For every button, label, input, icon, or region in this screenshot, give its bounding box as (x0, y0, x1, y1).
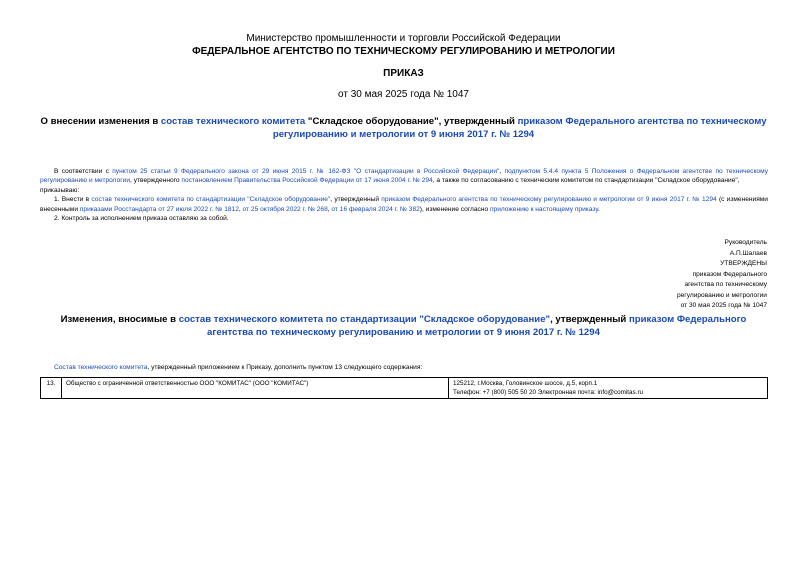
committee-table (40, 377, 768, 399)
item-1-paragraph (40, 195, 768, 214)
title-link-committee[interactable]: состав технического комитета (160, 116, 306, 127)
annex-title-link-committee[interactable]: состав технического комитета по стандартизации "Складское оборудование" (178, 314, 551, 325)
document-body (40, 167, 768, 223)
document-title (40, 115, 767, 141)
item1-text-4: , (238, 205, 243, 213)
item1-text-3: (с изменениями внесенными (40, 196, 768, 213)
annex-title-text-2: , утвержденный (550, 314, 629, 325)
signature-block (677, 238, 767, 312)
preamble-link-regulation[interactable]: подпунктом 5.4.4 пункта 5 Положения о Федеральном агентстве по техническому регулированию и метрологии (40, 168, 769, 185)
preamble-text-4: , а также по согласованию с техническим комитетом по стандартизации "Складское оборудование", (432, 177, 740, 185)
preamble-paragraph (40, 167, 768, 186)
order-word: приказываю: (40, 186, 80, 194)
item1-text-5: , (327, 205, 332, 213)
row-address: 125212, г.Москва, Головинское шоссе, д.5, корп.1 (453, 380, 598, 387)
signature-name: А.П.Шалаев (729, 249, 767, 257)
item1-text-1: 1. Внести в (54, 196, 92, 204)
preamble-text-3: , утвержденного (130, 177, 182, 185)
title-text-2: "Складское оборудование", утвержденный (305, 116, 518, 127)
annex-intro (54, 364, 422, 371)
item1-text-7: . (597, 205, 600, 213)
annex-intro-text: , утвержденный приложением к Приказу, дополнить пунктом 13 следующего содержания: (147, 364, 423, 371)
item1-link-appendix[interactable]: приложению к настоящему приказу (489, 205, 598, 213)
title-text-1: О внесении изменения в (40, 116, 161, 127)
annex-title (40, 313, 767, 339)
row-contacts: Телефон: +7 (800) 505 50 20 Электронная почта: info@comitas.ru (453, 389, 644, 396)
item1-link-order-2022-268[interactable]: от 25 октября 2022 г. № 268 (242, 205, 328, 213)
row-number: 13. (41, 378, 62, 399)
preamble-link-law[interactable]: пунктом 25 статьи 9 Федерального закона от 29 июня 2015 г. № 162-ФЗ "О стандартизации в Российской Федерации" (112, 168, 500, 175)
title-link-order[interactable]: приказом Федерального агентства по техническому регулированию и метрологии от 9 июня 2017 г. № 1294 (272, 116, 767, 140)
row-organization: Общество с ограниченной ответственностью ООО "КОМИТАС" (ООО "КОМИТАС") (62, 378, 449, 399)
approval-line-5: от 30 мая 2025 года № 1047 (680, 302, 767, 309)
signature-role: Руководитель (724, 239, 767, 246)
agency-name: ФЕДЕРАЛЬНОЕ АГЕНТСТВО ПО ТЕХНИЧЕСКОМУ РЕГУЛИРОВАНИЮ И МЕТРОЛОГИИ (192, 46, 615, 57)
preamble-text-2: , (499, 168, 505, 175)
annex-intro-link[interactable]: Состав технического комитета (54, 364, 148, 371)
row-address-contacts (449, 378, 768, 399)
table-row (41, 378, 768, 399)
preamble-link-decree[interactable]: постановлением Правительства Российской Федерации от 17 июня 2004 г. № 294 (181, 177, 433, 185)
item1-link-order[interactable]: приказом Федерального агентства по техническому регулированию и метрологии от 9 июня 2017 г. № 1294 (381, 196, 717, 204)
item1-text-2: , утвержденный (330, 196, 382, 204)
item-2-paragraph: 2. Контроль за исполнением приказа оставляю за собой. (54, 215, 229, 223)
ministry-name: Министерство промышленности и торговли Российской Федерации (246, 33, 561, 44)
approval-line-4: регулированию и метрологии (676, 291, 767, 299)
approval-line-1: УТВЕРЖДЕНЫ (720, 260, 767, 267)
item1-text-6: ), изменение согласно (419, 205, 490, 213)
doc-type: ПРИКАЗ (383, 68, 424, 79)
annex-title-link-order[interactable]: приказом Федерального агентства по техническому регулированию и метрологии от 9 июня 2017 г. № 1294 (207, 314, 747, 338)
doc-date-number: от 30 мая 2025 года № 1047 (338, 89, 469, 100)
approval-line-2: приказом Федерального (692, 270, 767, 278)
annex-title-text-1: Изменения, вносимые в (60, 314, 179, 325)
item1-link-committee[interactable]: состав технического комитета по стандартизации "Складское оборудование" (91, 196, 331, 204)
preamble-text-1: В соответствии с (54, 168, 113, 175)
item1-link-order-2022-1812[interactable]: приказами Росстандарта от 27 июля 2022 г. № 1812 (79, 205, 239, 213)
approval-line-3: агентства по техническому (684, 281, 767, 288)
item1-link-order-2024-382[interactable]: от 16 февраля 2024 г. № 382 (331, 205, 420, 213)
